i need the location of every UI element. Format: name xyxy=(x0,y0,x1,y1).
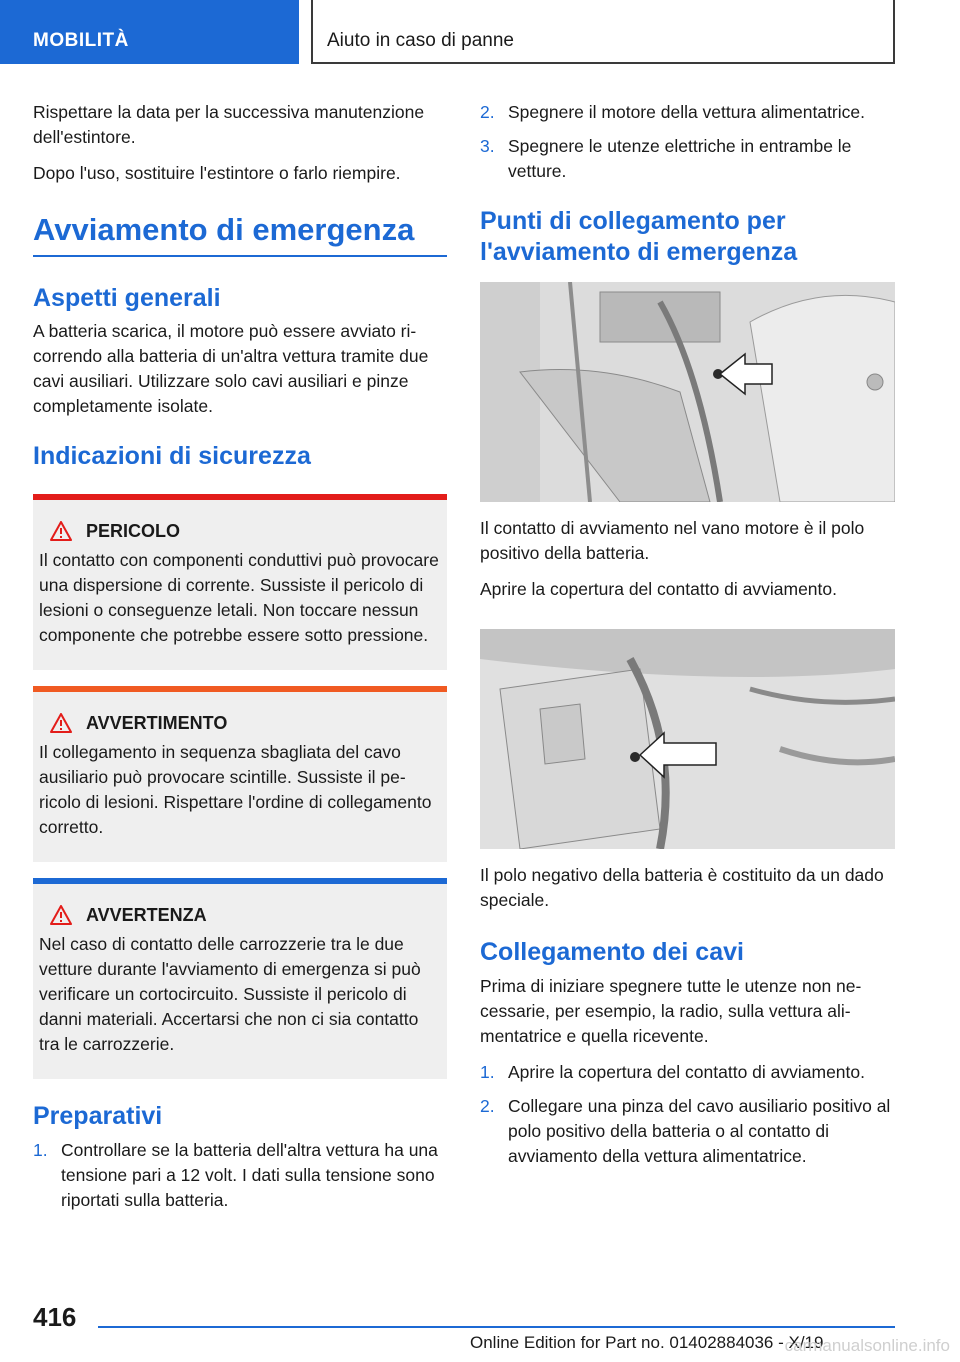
list-item xyxy=(33,1138,447,1213)
footer-divider xyxy=(98,1326,895,1328)
header-chapter-box xyxy=(311,0,895,64)
intro-paragraph: Rispettare la data per la successiva manutenzione dell'estintore. xyxy=(33,102,425,147)
chapter-title: Avviamento di emergenza xyxy=(33,212,447,257)
step-text: Collegare una pinza del cavo ausiliario positivo al polo positivo della batteria o al contatto di avviamento della vettura alimentatrice. xyxy=(508,1096,891,1166)
warning-box xyxy=(33,686,447,862)
warning-title: AVVERTIMENTO xyxy=(86,713,228,733)
step-text: Spegnere le utenze elettriche in entrambe le vetture. xyxy=(508,136,852,181)
engine-bay-negative-photo xyxy=(480,629,895,849)
cables-paragraph: Prima di iniziare spegnere tutte le utenze non necessarie, per esempio, la radio, sulla vettura alimentatrice e quella ricevente. xyxy=(480,976,862,1046)
intro-paragraph: Dopo l'uso, sostituire l'estintore o farlo riempire. xyxy=(33,163,401,183)
list-item xyxy=(480,100,895,125)
engine-bay-positive-photo xyxy=(480,282,895,502)
notice-title: AVVERTENZA xyxy=(86,905,207,925)
danger-title: PERICOLO xyxy=(86,521,181,541)
prep-heading: Preparativi xyxy=(33,1102,163,1130)
warning-triangle-icon xyxy=(50,521,72,541)
cables-steps xyxy=(480,1060,895,1169)
step-text: Aprire la copertura del contatto di avviamento. xyxy=(508,1062,865,1082)
steps-continued xyxy=(480,100,895,184)
general-paragraph: A batteria scarica, il motore può essere avviato ricorrendo alla batteria di un'altra vettura tramite due cavi ausiliari. Utilizzare solo cavi ausiliari e pinze completamente isolate. xyxy=(33,321,429,416)
notice-text: Nel caso di contatto delle carrozzerie tra le due vetture durante l'avviamento di emergenza si può verificare un cortocircuito. Sussiste il pericolo di danni materiali. Accertarsi che non ci sia contatto tra le carrozzerie. xyxy=(39,934,421,1054)
general-heading: Aspetti generali xyxy=(33,284,221,312)
points-paragraph: Il contatto di avviamento nel vano motore è il polo positivo della batteria. xyxy=(480,518,865,563)
step-number: 3. xyxy=(480,136,495,156)
list-item xyxy=(480,1094,895,1169)
step-text: Controllare se la batteria dell'altra vettura ha una tensione pari a 12 volt. I dati sulla tensione sono riportati sulla batteria. xyxy=(61,1140,438,1210)
engine-bay-illustration xyxy=(480,629,895,849)
engine-bay-illustration xyxy=(480,282,895,502)
points-heading: Punti di collegamento per l'avviamento di emergenza xyxy=(480,207,798,266)
prep-steps xyxy=(33,1138,447,1213)
header-chapter-label: Aiuto in caso di panne xyxy=(327,30,514,51)
warning-triangle-icon xyxy=(50,713,72,733)
step-number: 2. xyxy=(480,1096,495,1116)
safety-heading: Indicazioni di sicurezza xyxy=(33,442,311,470)
watermark: carmanualsonline.info xyxy=(784,1336,950,1355)
cables-heading: Collegamento dei cavi xyxy=(480,938,744,966)
points-paragraph: Aprire la copertura del contatto di avviamento. xyxy=(480,579,837,599)
step-number: 1. xyxy=(480,1062,495,1082)
negative-pole-paragraph: Il polo negativo della batteria è costituito da un dado speciale. xyxy=(480,865,884,910)
header-section-tab xyxy=(0,0,299,64)
step-text: Spegnere il motore della vettura alimentatrice. xyxy=(508,102,865,122)
footer-edition: Online Edition for Part no. 01402884036 - X/19 xyxy=(470,1333,824,1352)
danger-text: Il contatto con componenti conduttivi può provocare una dispersione di corrente. Sussiste il pericolo di lesioni o conseguenze letali. Non toccare nessun componente che potrebbe essere sotto pressione. xyxy=(39,550,439,645)
warning-triangle-icon xyxy=(50,905,72,925)
danger-box xyxy=(33,494,447,670)
step-number: 1. xyxy=(33,1140,48,1160)
notice-box xyxy=(33,878,447,1079)
left-column xyxy=(33,100,447,1222)
right-column xyxy=(480,100,895,1178)
list-item xyxy=(480,1060,895,1085)
list-item xyxy=(480,134,895,184)
step-number: 2. xyxy=(480,102,495,122)
header-section-label: MOBILITÀ xyxy=(33,30,129,51)
warning-text: Il collegamento in sequenza sbagliata del cavo ausiliario può provocare scintille. Sussiste il pericolo di lesioni. Rispettare l'ordine di collegamento corretto. xyxy=(39,742,432,837)
page-number: 416 xyxy=(33,1302,77,1332)
